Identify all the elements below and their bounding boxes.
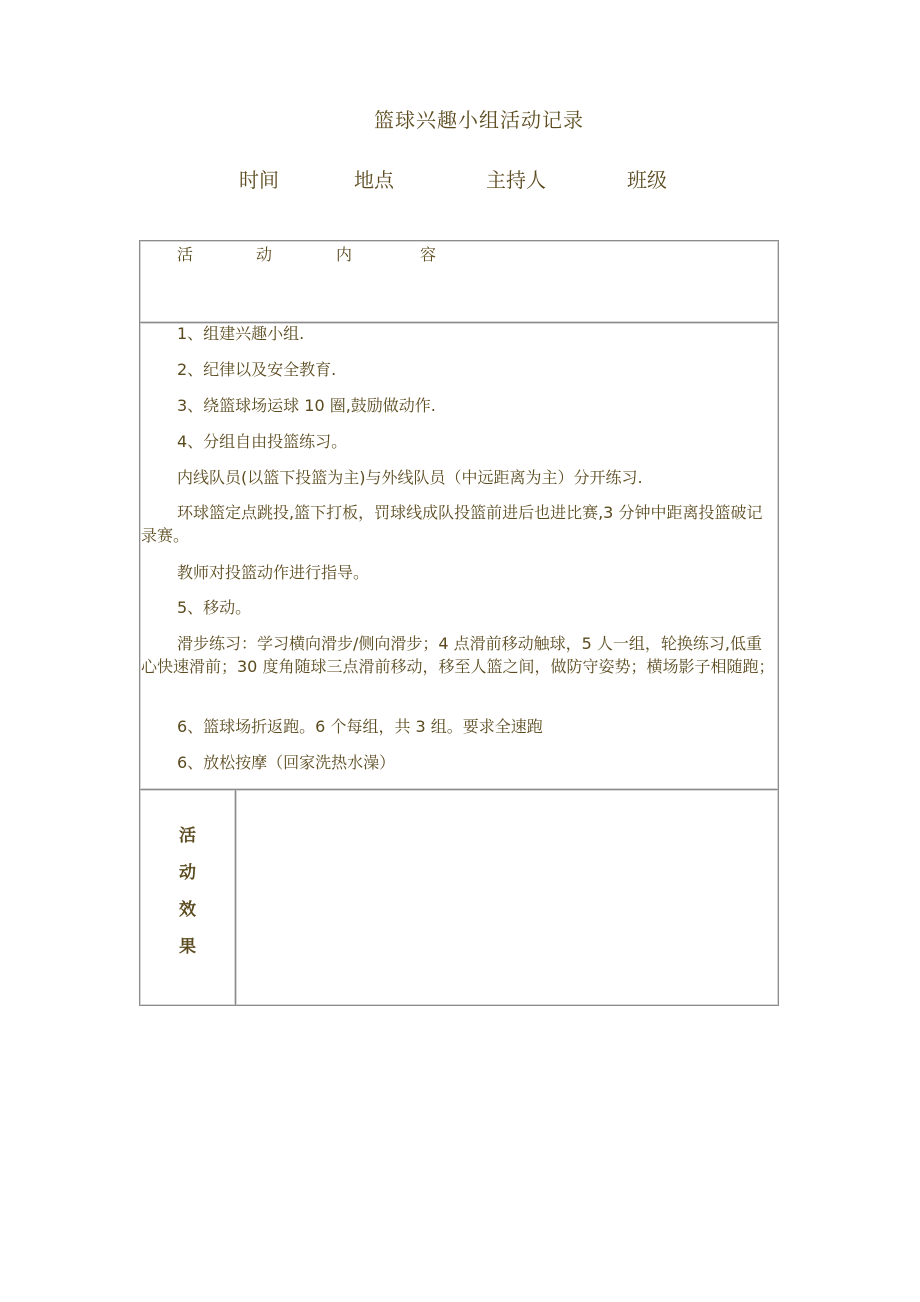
- content-paragraph: 4、分组自由投篮练习。: [177, 432, 348, 451]
- effect-label-char: 效: [179, 900, 196, 920]
- header-char: 容: [420, 245, 437, 264]
- header-char: 活: [177, 245, 194, 264]
- content-paragraph: 6、篮球场折返跑。6 个每组，共 3 组。要求全速跑: [177, 717, 543, 736]
- content-paragraph: 滑步练习：学习横向滑步/侧向滑步；4 点滑前移动触球，5 人一组，轮换练习,低重心快速滑前；30 度角随球三点滑前移动，移至人篮之间，做防守姿势；横场影子相随跑；: [141, 634, 775, 676]
- content-paragraph: 2、纪律以及安全教育.: [177, 360, 337, 379]
- content-paragraph: 1、组建兴趣小组.: [177, 324, 305, 343]
- meta-row: [0, 164, 920, 192]
- activity-table: [139, 240, 779, 1006]
- content-paragraph: 3、绕篮球场运球 10 圈,鼓励做动作.: [177, 396, 436, 415]
- content-paragraph: 教师对投篮动作进行指导。: [177, 563, 370, 582]
- effect-body-cell: [235, 789, 779, 1006]
- time-label: 时间: [239, 168, 279, 192]
- content-paragraph: 6、放松按摩（回家洗热水澡）: [177, 753, 396, 772]
- page-title: 篮球兴趣小组活动记录: [374, 108, 584, 132]
- place-label: 地点: [354, 168, 394, 192]
- content-paragraph: 5、移动。: [177, 598, 252, 617]
- effect-label: [139, 818, 236, 966]
- class-label: 班级: [627, 168, 667, 192]
- header-char: 动: [256, 245, 273, 264]
- header-char: 内: [336, 245, 353, 264]
- effect-label-char: 活: [179, 826, 196, 846]
- content-paragraph: 内线队员(以篮下投篮为主)与外线队员（中远距离为主）分开练习.: [177, 468, 643, 487]
- host-label: 主持人: [486, 168, 546, 192]
- effect-label-char: 果: [179, 937, 196, 957]
- effect-label-char: 动: [179, 863, 196, 883]
- content-paragraph: 环球篮定点跳投,篮下打板，罚球线成队投篮前进后也进比赛,3 分钟中距离投篮破记录赛。: [141, 503, 763, 545]
- content-header: [139, 242, 779, 266]
